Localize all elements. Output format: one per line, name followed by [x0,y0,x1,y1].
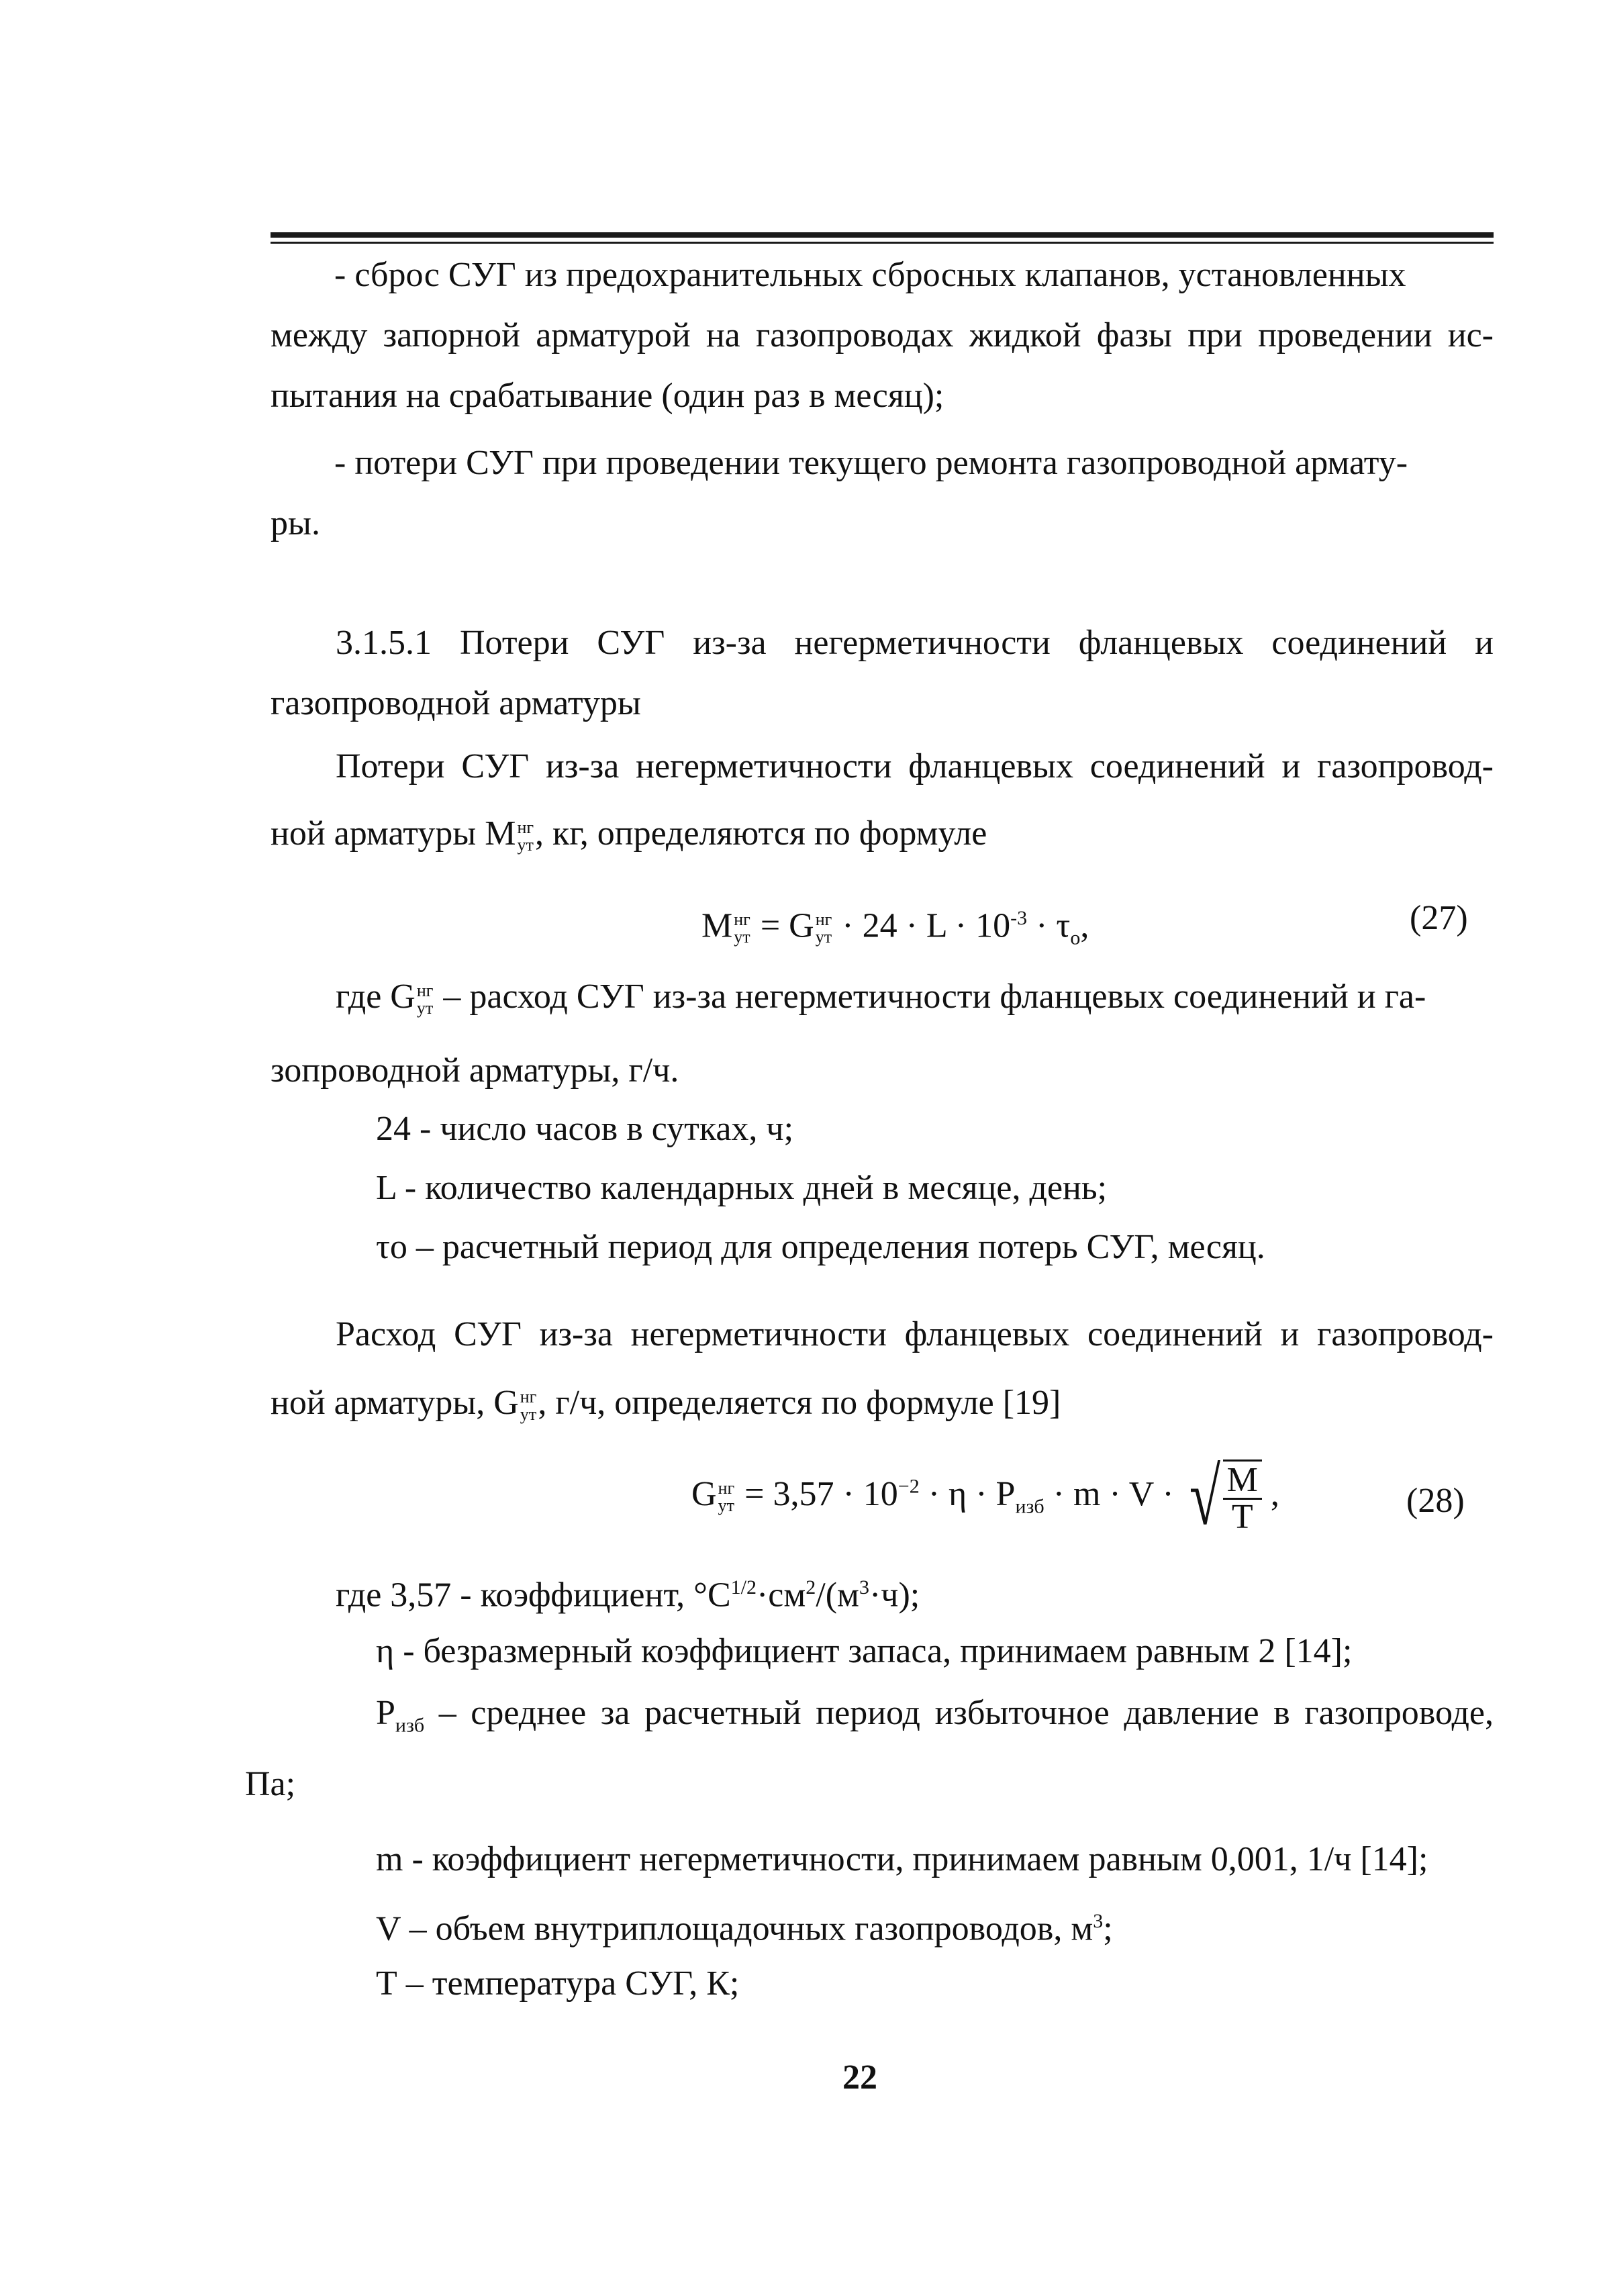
f27-exp: -3 [1010,907,1028,929]
f28-g-sub: ут [718,1496,734,1515]
f27-m-sup: нг [734,910,750,930]
para2-sup: нг [520,1387,537,1407]
where1-g-index [417,982,434,1017]
where1-sup: нг [416,981,434,1001]
def-v [376,1901,1113,1949]
para1-m-sup: нг [517,818,534,838]
def-v-pre: V – объем внутриплощадочных газопроводов, м [376,1909,1093,1948]
f27-eq-g: = G [751,906,814,945]
f27-tau-sub: о [1070,926,1081,949]
para1-m-sub: ут [517,835,534,855]
f28-body3: · m · V · [1044,1474,1183,1513]
bullet-line-3: пытания на срабатывание (один раз в месяц); [271,377,944,415]
f28-frac-top: M [1223,1463,1262,1500]
f27-m-sub: ут [734,927,750,947]
f28-g: G [691,1474,717,1513]
def-357-mid2: /(м [816,1576,859,1615]
para2-g-index [520,1388,537,1423]
f28-sqrt [1183,1452,1262,1541]
def-357-pre: где 3,57 - коэффициент, °С [336,1576,731,1615]
para2-line-2 [271,1383,1061,1423]
def-p-sub: изб [395,1714,425,1737]
para1-line-2 [271,814,987,854]
f27-g-sub: ут [815,927,832,947]
f28-fraction [1223,1463,1262,1535]
formula-28-number: (28) [1406,1482,1465,1520]
f28-body: = 3,57 · 10 [736,1474,898,1513]
section-heading-line-1: 3.1.5.1 Потери СУГ из-за негерметичности фланцевых соединений и [336,624,1494,662]
def-357-sup1: 1/2 [730,1576,757,1598]
para2-line-1: Расход СУГ из-за негерметичности фланцевых соединений и газопровод- [336,1315,1494,1353]
f28-g-index [718,1480,735,1515]
para1-line-2-post: , кг, определяются по формуле [535,814,987,853]
para2-post: , г/ч, определяется по формуле [19] [538,1384,1061,1422]
sqrt-sign-icon: √ [1189,1452,1220,1541]
def-357-sup2: 2 [806,1576,816,1598]
formula-28 [691,1452,1279,1541]
f28-body2: · η · P [919,1474,1016,1513]
def-tau: τо – расчетный период для определения потерь СУГ, месяц. [376,1228,1265,1266]
bullet-line-4: - потери СУГ при проведении текущего ремонта газопроводной армату- [334,444,1408,482]
formula-27 [701,898,1089,959]
para2-pre: ной арматуры, G [271,1384,519,1422]
where1-pre: где G [336,977,416,1016]
def-p-pre: P [376,1694,395,1732]
para1-m-index [517,819,534,854]
def-t: Т – температура СУГ, К; [376,1964,740,2003]
f27-rest1: · 24 · L · 10 [833,906,1011,945]
f28-tail: , [1261,1474,1279,1513]
def-p [376,1693,1494,1745]
where1-line-1 [336,977,1494,1017]
def-v-sup: 3 [1093,1910,1104,1932]
def-357-post: ·ч); [869,1576,920,1615]
f28-g-sup: нг [718,1478,735,1498]
bullet-line-1: - сброс СУГ из предохранительных сбросных клапанов, установленных [334,256,1406,294]
def-v-post: ; [1103,1909,1113,1948]
top-rule-thin [271,242,1494,244]
where1-post: – расход СУГ из-за негерметичности фланцевых соединений и га- [434,977,1426,1016]
def-eta: η - безразмерный коэффициент запаса, принимаем равным 2 [14]; [376,1632,1353,1670]
para1-line-2-pre: ной арматуры М [271,814,516,853]
def-357 [336,1568,920,1615]
f28-p-sub: изб [1015,1495,1044,1518]
f28-exp: −2 [897,1475,920,1498]
def-p-post: – среднее за расчетный период избыточное давление в газопроводе, [424,1694,1494,1732]
def-pa: Па; [245,1765,296,1803]
where1-sub: ут [416,998,434,1018]
f27-m: М [701,906,733,945]
def-m: m - коэффициент негерметичности, принимаем равным 0,001, 1/ч [14]; [376,1840,1428,1878]
bullet-line-5: ры. [271,504,320,542]
top-rule-thick [271,232,1494,238]
f28-frac-bot: T [1231,1498,1253,1536]
def-357-sup3: 3 [859,1576,869,1598]
para1-line-1: Потери СУГ из-за негерметичности фланцевых соединений и газопровод- [336,747,1494,785]
section-heading-line-2: газопроводной арматуры [271,684,641,722]
def-24: 24 - число часов в сутках, ч; [376,1110,794,1148]
page-number: 22 [842,2058,877,2097]
para2-sub: ут [520,1404,537,1425]
formula-27-number: (27) [1410,899,1468,937]
bullet-line-2: между запорной арматурой на газопроводах жидкой фазы при проведении ис- [271,316,1494,354]
f27-g-index [816,911,832,946]
f28-radicand [1223,1460,1262,1535]
f27-m-index [734,911,750,946]
where1-line-2: зопроводной арматуры, г/ч. [271,1051,679,1090]
f27-tail: , [1080,906,1089,945]
def-l: L - количество календарных дней в месяце, день; [376,1169,1108,1207]
f27-rest2: · τ [1027,906,1071,945]
f27-g-sup: нг [815,910,832,930]
def-357-mid: ·см [756,1576,806,1615]
